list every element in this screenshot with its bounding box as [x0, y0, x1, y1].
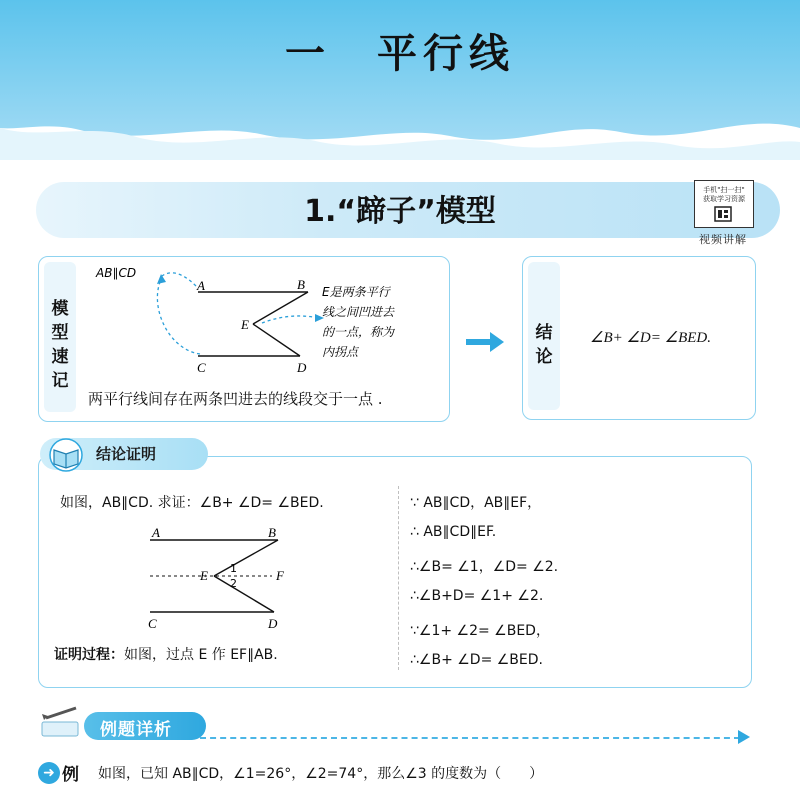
proof-angle-2: 2 — [230, 577, 237, 590]
model-label-D: D — [297, 360, 307, 375]
pen-icon — [36, 706, 88, 742]
qr-caption: 视频讲解 — [699, 233, 747, 246]
arrow-circle-icon: ➜ — [38, 762, 60, 784]
example-divider — [200, 737, 740, 739]
proof-divider — [398, 486, 399, 670]
proof-label-A: A — [152, 525, 160, 540]
model-note-e-line: 内拐点 — [322, 345, 359, 359]
proof-angle-1: 1 — [230, 562, 237, 575]
chapter-title: 一 平行线 — [285, 31, 515, 77]
model-note-e-line: 线之间凹进去 — [322, 305, 395, 319]
model-side-char: 记 — [51, 371, 69, 391]
model-label-E: E — [241, 317, 249, 332]
proof-statement: 如图，AB∥CD. 求证：∠B+ ∠D= ∠BED. — [60, 495, 324, 511]
proof-label-B: B — [268, 525, 276, 540]
qr-text-line1: 手机"扫一扫" — [703, 186, 745, 194]
model-side-char: 型 — [51, 323, 69, 343]
proof-step: ∴ AB∥CD∥EF. — [410, 524, 497, 540]
proof-process-label: 证明过程： — [54, 647, 124, 663]
proof-label-E: E — [200, 568, 208, 583]
example-question-text: 如图，已知 AB∥CD，∠1=26°，∠2=74°，那么∠3 的度数为（ ） — [98, 766, 544, 782]
qr-text-line2: 获取学习资源 — [703, 195, 745, 203]
proof-step: ∴∠B= ∠1，∠D= ∠2. — [410, 559, 559, 575]
proof-label-F: F — [276, 568, 284, 583]
proof-process — [54, 644, 278, 664]
proof-step: ∵ AB∥CD，AB∥EF， — [410, 495, 542, 511]
example-arrow-icon — [738, 730, 750, 744]
model-note-e-line: 的一点，称为 — [322, 325, 395, 339]
model-label-A: A — [197, 278, 205, 293]
model-label-B: B — [297, 277, 305, 292]
example-badge-label: 例题详析 — [100, 720, 172, 740]
proof-process-text: 如图，过点 E 作 EF∥AB. — [124, 647, 278, 663]
proof-step: ∴∠B+ ∠D= ∠BED. — [410, 652, 543, 668]
model-note-parallel: AB∥CD — [96, 266, 137, 280]
model-side-char: 速 — [51, 347, 69, 367]
section-title: 1.“蹄子”模型 — [304, 194, 496, 229]
proof-step: ∵∠1+ ∠2= ∠BED， — [410, 623, 550, 639]
example-question-label: 例 — [62, 765, 79, 785]
model-label-C: C — [197, 360, 206, 375]
model-summary: 两平行线间存在两条凹进去的线段交于一点 . — [88, 390, 383, 408]
model-side-char: 模 — [51, 299, 69, 319]
proof-badge-label: 结论证明 — [96, 445, 157, 463]
model-note-e-line: E是两条平行 — [322, 285, 390, 299]
conclusion-text: ∠B+ ∠D= ∠BED. — [590, 330, 711, 346]
conclusion-side-char: 论 — [535, 347, 553, 367]
proof-label-C: C — [148, 616, 157, 631]
proof-label-D: D — [268, 616, 278, 631]
proof-step: ∴∠B+D= ∠1+ ∠2. — [410, 588, 544, 604]
conclusion-side-char: 结 — [535, 323, 553, 343]
